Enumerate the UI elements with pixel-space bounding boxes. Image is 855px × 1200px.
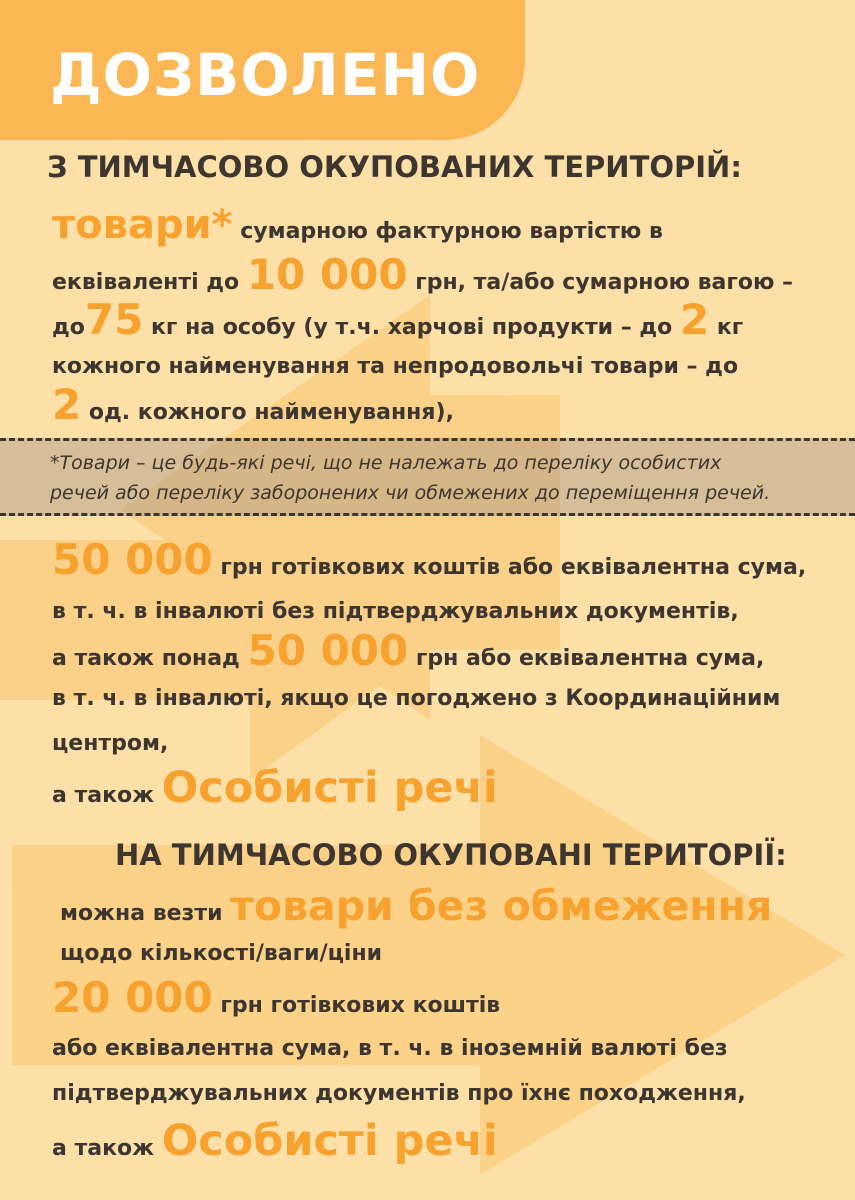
- cash-line-1-text: грн готівкових коштів або еквівалентна сума,: [212, 555, 807, 580]
- export-line-4: кожного найменування та непродовольчі товари – до: [52, 354, 739, 379]
- import-line-3-text: грн готівкових коштів: [212, 993, 501, 1018]
- goods-unlimited: товари без обмеження: [230, 882, 773, 930]
- export-line-3-post: кг: [709, 315, 744, 340]
- export-line-3-pre: до: [52, 315, 85, 340]
- export-line-5: [52, 380, 454, 438]
- footnote-line-2: речей або переліку заборонених чи обмежених до переміщення речей.: [50, 482, 771, 504]
- cash-over-50000: 50 000: [247, 626, 409, 675]
- cash-line-3-pre: а також понад: [52, 646, 248, 671]
- cash-line-6-pre: а також: [52, 783, 162, 808]
- export-line-2-pre: еквіваленті до: [52, 270, 247, 295]
- cash-limit-20000: 20 000: [52, 973, 213, 1022]
- page-title: ДОЗВОЛЕНО: [50, 41, 481, 109]
- cash-line-6: [52, 758, 498, 826]
- import-line-6-pre: а також: [52, 1136, 162, 1161]
- personal-items-2: Особисті речі: [161, 1116, 498, 1166]
- weight-limit-75: 75: [84, 295, 144, 344]
- value-limit-10000: 10 000: [246, 250, 408, 299]
- cash-line-4: в т. ч. в інвалюті, якщо це погоджено з Координаційним: [52, 686, 781, 711]
- footnote-band: [0, 438, 855, 516]
- nonfood-limit-2: 2: [52, 380, 82, 429]
- cash-line-1: [52, 532, 806, 596]
- export-heading: З ТИМЧАСОВО ОКУПОВАНИХ ТЕРИТОРІЙ:: [47, 150, 742, 184]
- import-line-2: щодо кількості/ваги/ціни: [60, 941, 383, 966]
- cash-limit-50000: 50 000: [52, 535, 213, 584]
- import-line-4: або еквівалентна сума, в т. ч. в іноземній валюті без: [52, 1036, 728, 1061]
- export-line-1-text: сумарною фактурною вартістю в: [232, 219, 663, 244]
- goods-label: товари*: [52, 202, 233, 248]
- export-line-5-text: од. кожного найменування),: [81, 400, 454, 425]
- export-line-2-post: грн, та/або сумарною вагою –: [407, 270, 794, 295]
- import-line-6: [52, 1110, 498, 1180]
- import-line-3: [52, 970, 500, 1034]
- export-line-3-mid: кг на особу (у т.ч. харчові продукти – до: [143, 315, 680, 340]
- cash-line-5: центром,: [52, 731, 169, 756]
- import-line-5: підтверджувальних документів про їхнє походження,: [52, 1081, 746, 1106]
- import-heading: НА ТИМЧАСОВО ОКУПОВАНІ ТЕРИТОРІЇ:: [115, 838, 787, 872]
- personal-items-1: Особисті речі: [161, 763, 498, 813]
- import-line-1-pre: можна везти: [60, 901, 231, 926]
- export-line-1: [52, 200, 663, 257]
- cash-line-3-post: грн або еквівалентна сума,: [408, 646, 765, 671]
- footnote-line-1: *Товари – це будь-які речі, що не належать до переліку особистих: [50, 452, 722, 474]
- food-limit-2: 2: [679, 295, 710, 344]
- cash-line-2: в т. ч. в інвалюті без підтверджувальних документів,: [52, 599, 739, 624]
